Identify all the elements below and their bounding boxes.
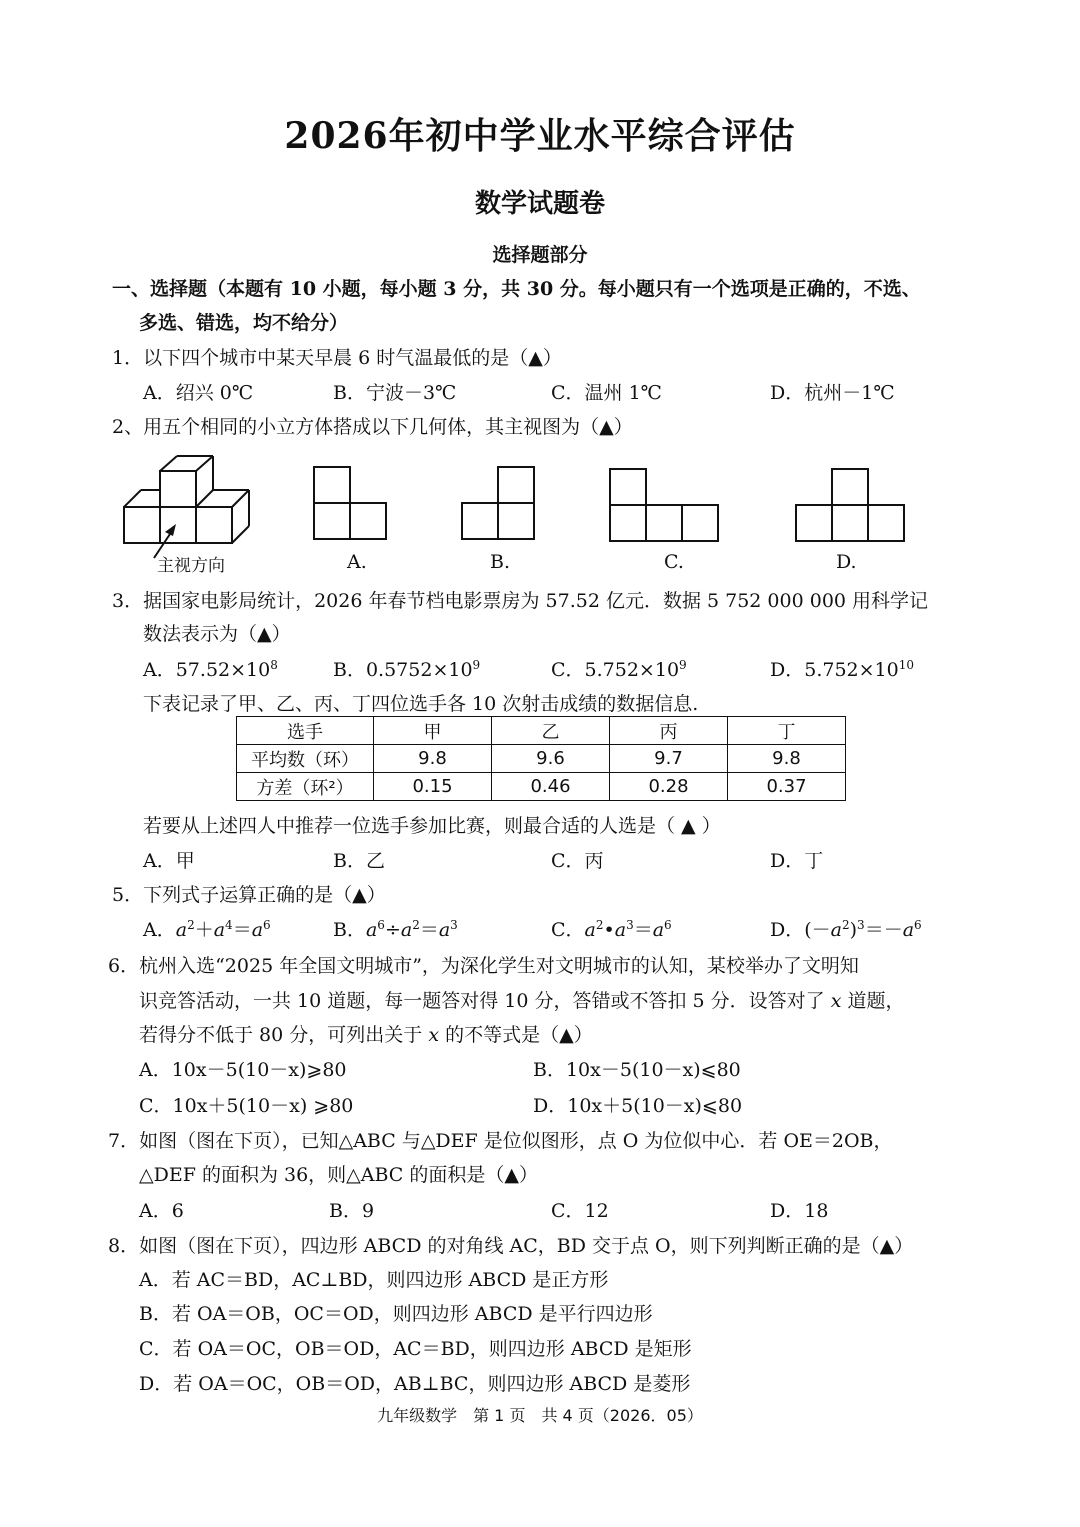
paper-subtitle: 数学试题卷 [474,189,605,219]
q4-intro: 下表记录了甲、乙、丙、丁四位选手各 10 次射击成绩的数据信息. [143,693,699,715]
q1-stem: 1．以下四个城市中某天早晨 6 时气温最低的是（▲） [112,347,562,369]
table-cell: 丙 [610,717,728,745]
q2-option-b-figure [462,467,534,539]
q4-score-table [236,716,846,801]
q3-stem-line2: 数法表示为（▲） [143,623,291,645]
q7-option-b: B．9 [329,1200,375,1222]
q5-option-b: B．$a^6\div a^2=a^3$ [333,918,458,941]
q5-stem: 5．下列式子运算正确的是（▲） [112,884,386,906]
table-cell: 9.6 [492,745,610,773]
q1-option-c: C．温州 1℃ [551,382,662,404]
q7-option-d: D．18 [770,1200,829,1222]
q3-option-d: D．$5.752\times 10^{10}$ [770,658,915,681]
table-cell: 9.8 [374,745,492,773]
q1-option-d: D．杭州－1℃ [770,382,895,404]
page-title: 2026年初中学业水平综合评估 [284,115,796,157]
table-cell: 9.8 [728,745,846,773]
q3-stem-line1: 3．据国家电影局统计，2026 年春节档电影票房为 57.52 亿元．数据 5 752 000 000 用科学记 [112,590,929,612]
q2-figures [110,450,930,580]
q2-option-b: B. [490,551,511,573]
q2-direction-label: 主视方向 [157,556,225,576]
part-heading: 选择题部分 [492,244,588,266]
table-cell: 0.37 [728,773,846,801]
q7-option-a: A．6 [139,1200,184,1222]
table-cell: 选手 [237,717,374,745]
q3-option-a: A．$57.52\times 10^8$ [143,658,278,681]
q2-option-a-figure [314,467,386,539]
q8-option-b: B．若 OA＝OB，OC＝OD，则四边形 ABCD 是平行四边形 [139,1303,653,1325]
page-footer: 九年级数学 第 1 页 共 4 页（2026．05） [377,1406,703,1425]
table-cell: 丁 [728,717,846,745]
q2-option-a: A. [347,551,367,573]
q6-stem-line2: 识竞答活动，一共 10 道题，每一题答对得 10 分，答错或不答扣 5 分．设答对了 x 道题， [139,990,905,1012]
q3-option-b: B．$0.5752\times 10^9$ [333,658,481,681]
table-cell: 平均数（环） [237,745,374,773]
q2-option-c-figure [610,469,718,541]
q6-option-b: B．10x－5(10－x)⩽80 [533,1059,741,1081]
q8-option-a: A．若 AC＝BD，AC⊥BD，则四边形 ABCD 是正方形 [139,1269,609,1291]
q6-stem-line3: 若得分不低于 80 分，可列出关于 x 的不等式是（▲） [139,1024,593,1046]
q1-option-a: A．绍兴 0℃ [143,382,254,404]
table-cell: 0.46 [492,773,610,801]
q1-option-b: B．宁波－3℃ [333,382,457,404]
q5-option-a: A．$a^2+a^4=a^6$ [143,918,271,941]
q4-option-b: B．乙 [333,850,385,872]
q7-stem-line2: △DEF 的面积为 36，则△ABC 的面积是（▲） [139,1164,538,1186]
table-cell: 甲 [374,717,492,745]
table-row [237,773,846,801]
q3-option-c: C．$5.752\times 10^9$ [551,658,687,681]
q5-option-d: D．$(-a^2)^3=-a^6$ [770,918,922,941]
table-row [237,745,846,773]
q2-option-c: C. [664,551,684,573]
q6-option-d: D．10x＋5(10－x)⩽80 [533,1095,743,1117]
q7-stem-line1: 7．如图（图在下页），已知△ABC 与△DEF 是位似图形，点 O 为位似中心．若 OE＝2OB， [108,1130,893,1152]
q4-stem: 若要从上述四人中推荐一位选手参加比赛，则最合适的人选是（ ▲ ） [143,815,721,837]
table-cell: 0.28 [610,773,728,801]
q5-option-c: C．$a^2•a^3=a^6$ [551,918,672,941]
q2-option-d: D. [836,551,857,573]
table-cell: 9.7 [610,745,728,773]
q6-stem-line1: 6．杭州入选“2025 年全国文明城市”，为深化学生对文明城市的认知，某校举办了文明知 [108,955,859,977]
q7-option-c: C．12 [551,1200,609,1222]
q2-solid-figure [124,456,249,558]
table-cell: 乙 [492,717,610,745]
table-cell: 方差（环²） [237,773,374,801]
q4-option-d: D．丁 [770,850,824,872]
q4-option-a: A．甲 [143,850,195,872]
table-row [237,717,846,745]
table-cell: 0.15 [374,773,492,801]
q4-option-c: C．丙 [551,850,604,872]
q8-stem: 8．如图（图在下页），四边形 ABCD 的对角线 AC，BD 交于点 O，则下列判断正确的是（▲） [108,1235,914,1257]
q8-option-c: C．若 OA＝OC，OB＝OD，AC＝BD，则四边形 ABCD 是矩形 [139,1338,692,1360]
section-heading-line2: 多选、错选，均不给分） [139,312,349,334]
q6-option-a: A．10x－5(10－x)⩾80 [139,1059,347,1081]
q2-stem: 2、用五个相同的小立方体搭成以下几何体，其主视图为（▲） [112,416,633,438]
q8-option-d: D．若 OA＝OC，OB＝OD，AB⊥BC，则四边形 ABCD 是菱形 [139,1373,691,1395]
section-heading-line1: 一、选择题（本题有 10 小题，每小题 3 分，共 30 分。每小题只有一个选项是正确的，不选、 [112,278,921,300]
q2-option-d-figure [796,469,904,541]
q6-option-c: C．10x＋5(10－x) ⩾80 [139,1095,354,1117]
